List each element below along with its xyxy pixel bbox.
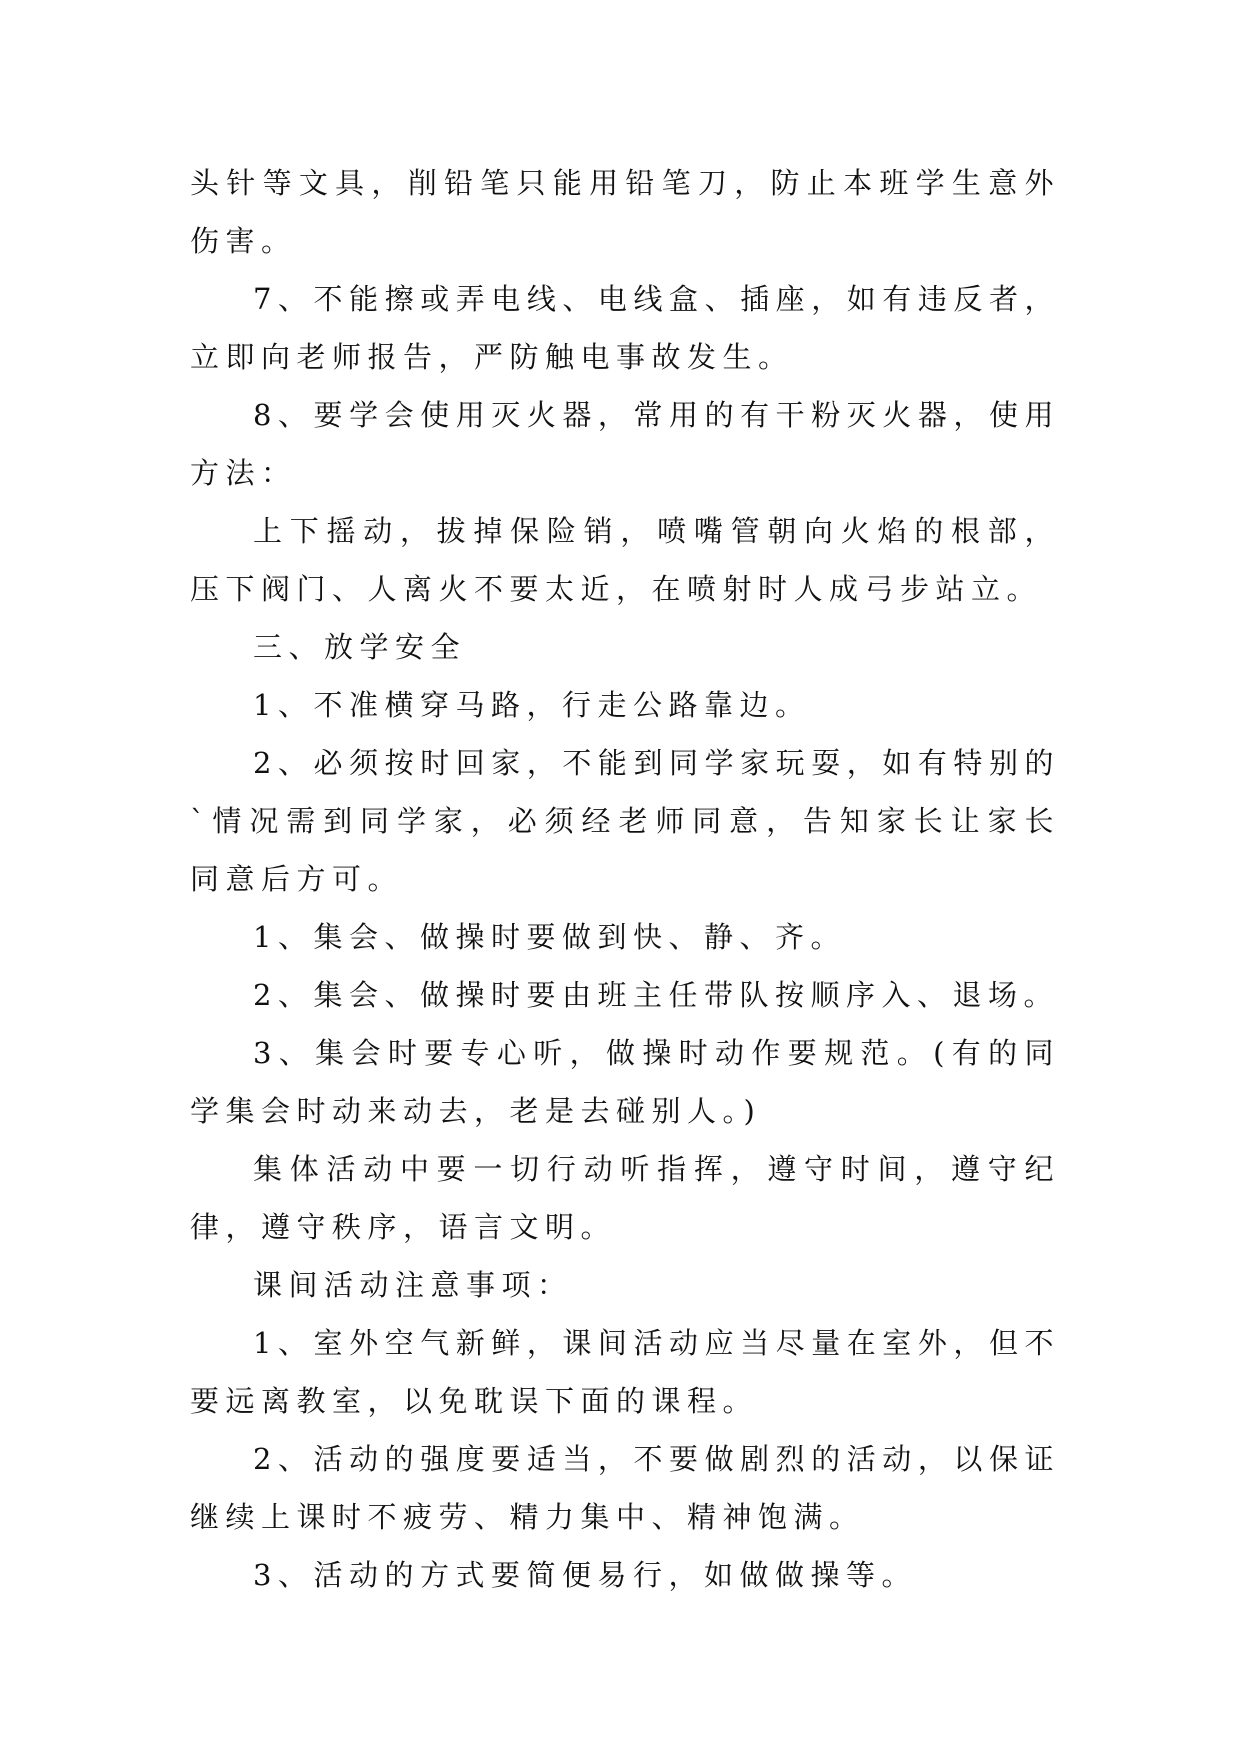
- paragraph-recess-1: 1、室外空气新鲜，课间活动应当尽量在室外，但不要远离教室，以免耽误下面的课程。: [190, 1326, 1060, 1418]
- paragraph-after-school-2: 2、必须按时回家，不能到同学家玩耍，如有特别的`情况需到同学家，必须经老师同意，告知家长让家长同意后方可。: [190, 746, 1060, 896]
- paragraph-extinguisher-method: 上下摇动，拔掉保险销，喷嘴管朝向火焰的根部，压下阀门、人离火不要太近，在喷射时人成弓步站立。: [190, 514, 1060, 606]
- paragraph-item-8: 8、要学会使用灭火器，常用的有干粉灭火器，使用方法：: [190, 398, 1060, 490]
- paragraph-after-school-1: 1、不准横穿马路，行走公路靠边。: [253, 688, 811, 722]
- paragraph-assembly-2: 2、集会、做操时要由班主任带队按顺序入、退场。: [253, 978, 1059, 1012]
- paragraph-assembly-3: 3、集会时要专心听，做操时动作要规范。(有的同学集会时动来动去，老是去碰别人。): [190, 1036, 1060, 1128]
- paragraph-continuation: 头针等文具，削铅笔只能用铅笔刀，防止本班学生意外伤害。: [190, 166, 1060, 258]
- paragraph-assembly-1: 1、集会、做操时要做到快、静、齐。: [253, 920, 846, 954]
- section-heading-recess-notes: 课间活动注意事项：: [253, 1268, 573, 1302]
- document-body: [190, 154, 1060, 1604]
- paragraph-recess-3: 3、活动的方式要简便易行，如做做操等。: [253, 1558, 917, 1592]
- section-heading-after-school-safety: 三、放学安全: [253, 630, 467, 664]
- paragraph-recess-2: 2、活动的强度要适当，不要做剧烈的活动，以保证继续上课时不疲劳、精力集中、精神饱满。: [190, 1442, 1060, 1534]
- paragraph-group-activity: 集体活动中要一切行动听指挥，遵守时间，遵守纪律，遵守秩序，语言文明。: [190, 1152, 1060, 1244]
- paragraph-item-7: 7、不能擦或弄电线、电线盒、插座，如有违反者，立即向老师报告，严防触电事故发生。: [190, 282, 1060, 374]
